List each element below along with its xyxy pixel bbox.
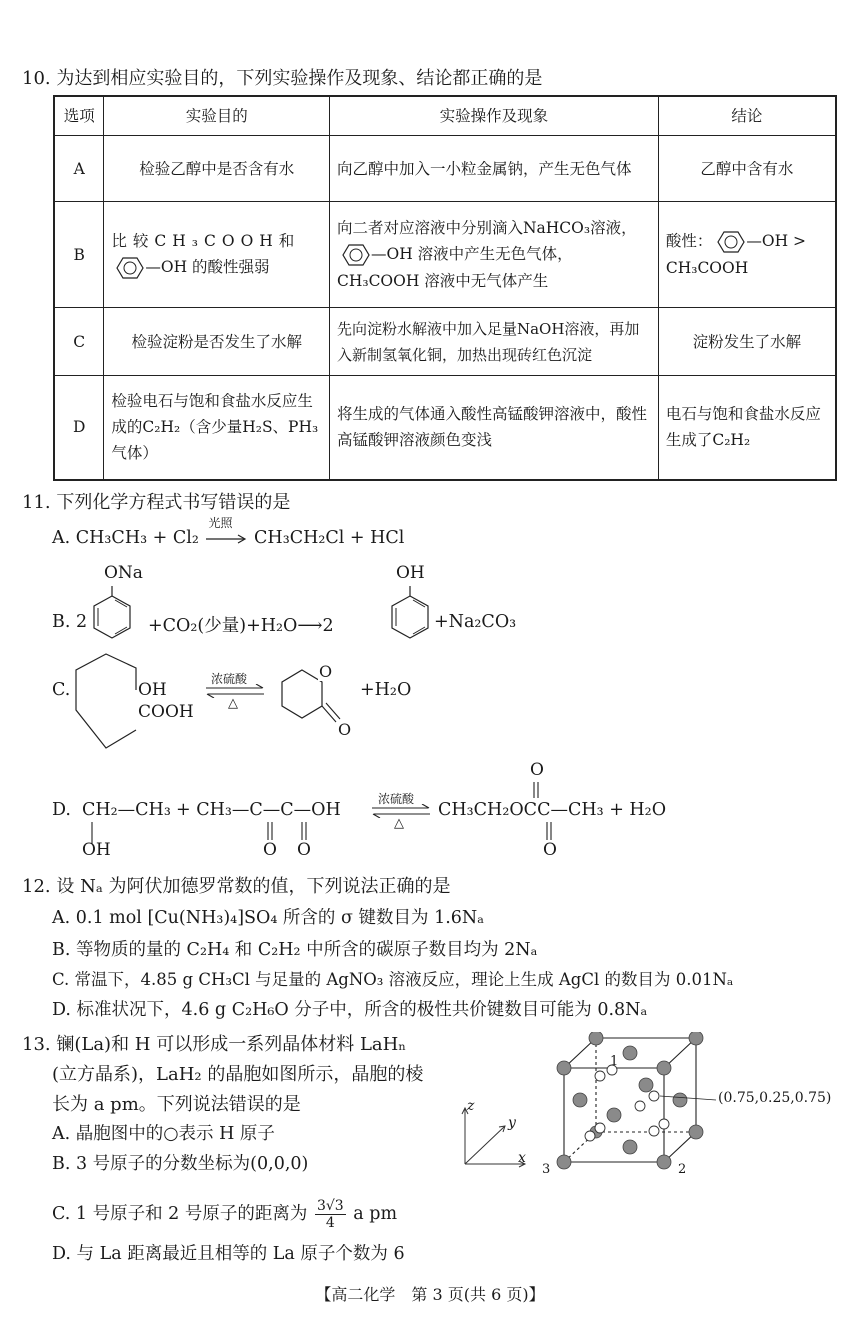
row-b-conclusion-line1: 酸性：: [665, 232, 713, 250]
q11-d-product-bonds: [528, 778, 558, 848]
atom-label-3: 3: [542, 1162, 551, 1177]
q11-b-ona: ONa: [104, 563, 143, 583]
row-a-conclusion: 乙醇中含有水: [658, 136, 836, 202]
q11-d-heat: △: [394, 816, 404, 831]
header-operation: 实验操作及现象: [329, 96, 658, 136]
q12-option-c: C. 常温下，4.85 g CH₃Cl 与足量的 AgNO₃ 溶液反应，理论上生成 AgCl 的数目为 0.01Nₐ: [52, 970, 734, 989]
q11-d-reagent: + CH₃—C—C—OH: [176, 800, 341, 820]
row-a-operation: 向乙醇中加入一小粒金属钠，产生无色气体: [329, 136, 658, 202]
q13-option-b: B. 3 号原子的分数坐标为(0,0,0): [52, 1154, 309, 1174]
q13-c-fraction: [315, 1198, 346, 1231]
q11-c-carbonyl-o: O: [338, 720, 352, 739]
row-b-operation: [329, 202, 658, 308]
q11-c-tail: +H₂O: [360, 680, 412, 700]
q11-b-oh: OH: [396, 563, 425, 583]
row-b-purpose-line1: 比较CH₃COOH和: [111, 232, 301, 250]
q11-c-condition: 浓硫酸: [211, 672, 248, 686]
header-option: 选项: [54, 96, 104, 136]
q13-unit-cell: [548, 1032, 718, 1172]
header-purpose: 实验目的: [104, 96, 330, 136]
table-row: [54, 308, 836, 376]
q10-table: [53, 95, 837, 481]
q11-a-reactants: A. CH₃CH₃ + Cl₂: [52, 528, 199, 548]
q11-d-o3: O: [530, 760, 544, 780]
q11-option-a: [52, 516, 405, 548]
q11-c-cooh: COOH: [138, 702, 194, 722]
q12-option-d: D. 标准状况下，4.6 g C₂H₆O 分子中，所含的极性共价键数目可能为 0.8Nₐ: [52, 1000, 648, 1020]
q11-d-product: CH₃CH₂OCC—CH₃ + H₂O: [438, 800, 667, 820]
row-a-option: A: [54, 136, 104, 202]
row-c-conclusion: 淀粉发生了水解: [658, 308, 836, 376]
atom-label-2: 2: [678, 1162, 687, 1177]
q11-d-o2: O: [297, 840, 311, 860]
row-d-conclusion: 电石与饱和食盐水反应生成了C₂H₂: [658, 376, 836, 480]
q12-stem: 12. 设 Nₐ 为阿伏加德罗常数的值，下列说法正确的是: [22, 876, 451, 897]
q11-d-o1: O: [263, 840, 277, 860]
q11-d-oh: OH: [82, 840, 111, 860]
q12-option-a: A. 0.1 mol [Cu(NH₃)₄]SO₄ 所含的 σ 键数目为 1.6Nₐ: [52, 908, 484, 928]
axis-y-label: y: [508, 1115, 516, 1131]
row-b-conclusion-line2: CH₃COOH: [665, 259, 749, 277]
row-d-option: D: [54, 376, 104, 480]
q13-option-a: A. 晶胞图中的○表示 H 原子: [52, 1124, 275, 1144]
q11-b-label: B. 2: [52, 612, 88, 632]
table-row: [54, 136, 836, 202]
row-b-operation-line1: 向二者对应溶液中分别滴入NaHCO₃溶液，: [336, 219, 637, 237]
row-b-option: B: [54, 202, 104, 308]
q11-b-middle: +CO₂(少量)+H₂O⟶2: [148, 616, 334, 636]
page-footer: 【高二化学 第 3 页(共 6 页)】: [315, 1285, 545, 1304]
row-b-operation-line3: CH₃COOH 溶液中无气体产生: [336, 272, 549, 290]
row-d-operation: 将生成的气体通入酸性高锰酸钾溶液中，酸性高锰酸钾溶液颜色变浅: [329, 376, 658, 480]
q11-a-condition: 光照: [208, 516, 233, 530]
q11-c-label: C.: [52, 680, 71, 700]
phenol-ring-icon: [712, 229, 746, 255]
q10-stem: 10. 为达到相应实验目的，下列实验操作及现象、结论都正确的是: [22, 68, 543, 89]
q13-c-unit: a pm: [353, 1204, 398, 1224]
q13-c-denominator: 4: [325, 1215, 335, 1231]
coordinate-label: (0.75,0.25,0.75): [718, 1090, 832, 1106]
q13-line3: 长为 a pm。下列说法错误的是: [52, 1094, 301, 1115]
row-b-purpose: [104, 202, 330, 308]
row-c-option: C: [54, 308, 104, 376]
q11-stem: 11. 下列化学方程式书写错误的是: [22, 492, 291, 513]
row-b-conclusion-op: —OH >: [746, 232, 807, 250]
phenol-ring-icon: [111, 255, 145, 281]
q11-c-structures: [70, 650, 430, 750]
atom-label-1: 1: [610, 1054, 619, 1069]
phenol-ring-icon: [337, 242, 371, 268]
q11-d-label: D.: [52, 800, 71, 820]
row-c-operation: 先向淀粉水解液中加入足量NaOH溶液，再加入新制氢氧化铜，加热出现砖红色沉淀: [329, 308, 658, 376]
row-b-conclusion: [658, 202, 836, 308]
axis-x-label: x: [518, 1150, 526, 1166]
q13-option-c: [52, 1198, 397, 1231]
right-arrow-icon: [204, 533, 248, 545]
q13-c-text: C. 1 号原子和 2 号原子的距离为: [52, 1204, 308, 1224]
q13-line1: 13. 镧(La)和 H 可以形成一系列晶体材料 LaHₙ: [22, 1034, 407, 1055]
row-b-purpose-line2: —OH 的酸性强弱: [145, 258, 270, 276]
q11-d-condition: 浓硫酸: [378, 792, 415, 806]
q11-b-tail: +Na₂CO₃: [434, 612, 517, 632]
q13-option-d: D. 与 La 距离最近且相等的 La 原子个数为 6: [52, 1244, 405, 1264]
q12-option-b: B. 等物质的量的 C₂H₄ 和 C₂H₂ 中所含的碳原子数目均为 2Nₐ: [52, 940, 538, 960]
q11-c-heat: △: [228, 696, 238, 711]
q11-c-ring-o: O: [319, 662, 333, 681]
arrow-light-condition: [204, 516, 248, 548]
q11-d-ethyl: CH₂—CH₃: [82, 800, 171, 820]
axis-z-label: z: [467, 1098, 475, 1114]
table-row: [54, 376, 836, 480]
q11-a-products: CH₃CH₂Cl + HCl: [254, 528, 405, 548]
q11-c-oh: OH: [138, 680, 167, 700]
q11-d-o4: O: [543, 840, 557, 860]
row-c-purpose: 检验淀粉是否发生了水解: [104, 308, 330, 376]
q13-c-numerator: 3√3: [316, 1198, 344, 1214]
row-a-purpose: 检验乙醇中是否含有水: [104, 136, 330, 202]
row-d-purpose: 检验电石与饱和食盐水反应生成的C₂H₂（含少量H₂S、PH₃气体）: [104, 376, 330, 480]
header-conclusion: 结论: [658, 96, 836, 136]
row-b-operation-line2: —OH 溶液中产生无色气体，: [370, 245, 573, 263]
q13-line2: (立方晶系)，LaH₂ 的晶胞如图所示，晶胞的棱: [52, 1064, 424, 1085]
table-row: [54, 202, 836, 308]
table-header-row: [54, 96, 836, 136]
